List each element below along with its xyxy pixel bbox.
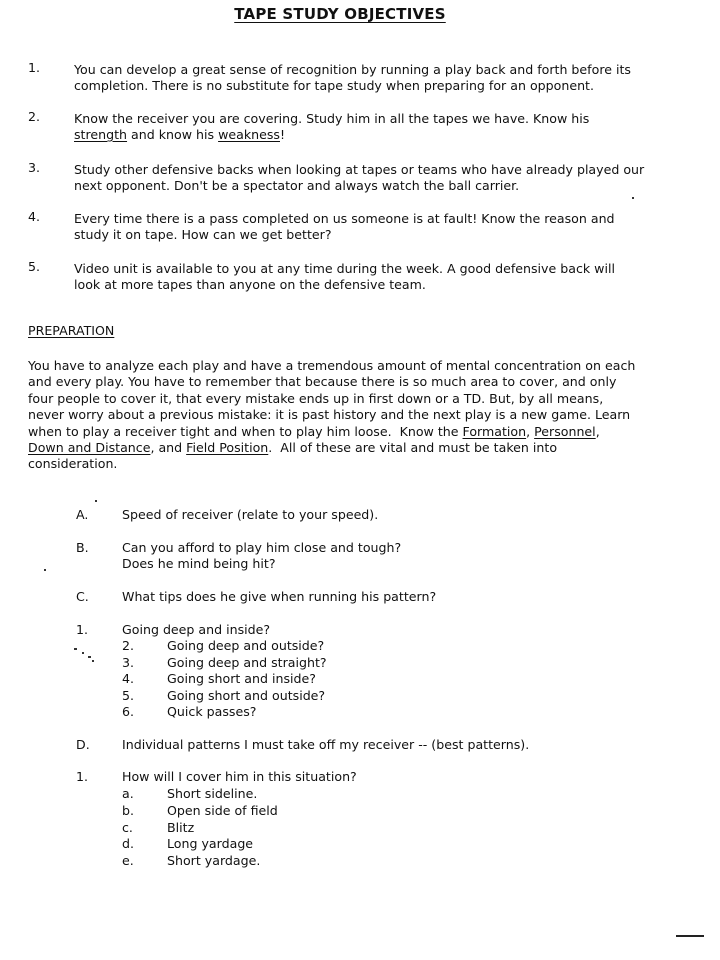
scan-speck (632, 197, 634, 199)
preparation-heading: PREPARATION (28, 323, 115, 338)
scan-speck (95, 500, 97, 502)
scan-edge-mark (676, 935, 704, 937)
objective-text-fragment: and know his (127, 127, 219, 142)
objective-number: 1. (28, 60, 41, 75)
objective-number: 2. (28, 109, 41, 124)
list-item-text: Can you afford to play him close and tough? (122, 540, 402, 555)
down-distance-term: Down and Distance (28, 440, 151, 456)
personnel-term: Personnel (534, 423, 596, 439)
paragraph-line: consideration. (28, 456, 118, 472)
list-item-number: 6. (122, 704, 135, 719)
paragraph-fragment: , and (150, 440, 187, 456)
list-item-text: Going short and outside? (167, 688, 326, 703)
formation-term: Formation (462, 423, 527, 439)
objective-text: completion. There is no substitute for tape study when preparing for an opponent. (74, 78, 594, 93)
list-item-number: 2. (122, 638, 135, 653)
list-item-letter: e. (122, 853, 134, 868)
list-item-letter: d. (122, 836, 134, 851)
list-item-letter: c. (122, 820, 133, 835)
list-item-letter: b. (122, 803, 134, 818)
paragraph-line: You have to analyze each play and have a tremendous amount of mental concentration on each (28, 358, 636, 373)
field-position-term: Field Position (186, 440, 269, 456)
paragraph-fragment: when to play a receiver tight and when to play him loose. Know the (28, 423, 463, 439)
objective-number: 4. (28, 209, 41, 224)
paragraph-line (28, 440, 668, 456)
paragraph-fragment: , (526, 423, 535, 439)
objective-number: 3. (28, 160, 41, 175)
objective-text: Every time there is a pass completed on us someone is at fault! Know the reason and (74, 211, 615, 226)
scan-speck (92, 660, 94, 662)
list-item-text: Blitz (167, 820, 195, 835)
paragraph-line: four people to cover it, that every mistake ends up in first down or a TD. But, by all means, (28, 390, 604, 406)
paragraph-line: never worry about a previous mistake: it is past history and the next play is a new game. Learn (28, 407, 631, 423)
list-item-text: What tips does he give when running his pattern? (122, 589, 437, 604)
objective-text: You can develop a great sense of recognition by running a play back and forth before its (74, 62, 631, 77)
list-item-number: 1. (76, 622, 89, 637)
list-item-text: How will I cover him in this situation? (122, 769, 357, 784)
preparation-paragraph (28, 358, 668, 473)
page-title: TAPE STUDY OBJECTIVES (234, 5, 446, 23)
objective-text: Video unit is available to you at any time during the week. A good defensive back will (74, 261, 615, 276)
objective-text (74, 127, 285, 143)
list-label: A. (76, 507, 89, 522)
list-label: C. (76, 589, 89, 604)
strength-word: strength (74, 127, 128, 142)
list-item-number: 3. (122, 655, 135, 670)
list-item-letter: a. (122, 786, 134, 801)
list-item-number: 4. (122, 671, 135, 686)
objective-text-fragment: ! (280, 127, 286, 142)
paragraph-line (28, 424, 668, 440)
paragraph-line: and every play. You have to remember that because there is so much area to cover, and only (28, 374, 617, 390)
scan-speck (88, 656, 91, 658)
objective-text: Know the receiver you are covering. Study him in all the tapes we have. Know his (74, 111, 590, 126)
list-label: D. (76, 737, 90, 752)
paragraph-fragment: . All of these are vital and must be taken into (268, 440, 558, 456)
paragraph-fragment: , (595, 423, 600, 439)
weakness-word: weakness (218, 127, 280, 142)
list-item-text: Short yardage. (167, 853, 261, 868)
list-item-text: Going deep and straight? (167, 655, 327, 670)
list-item-text: Individual patterns I must take off my receiver -- (best patterns). (122, 737, 530, 752)
objective-text: Study other defensive backs when looking at tapes or teams who have already played our (74, 162, 645, 177)
list-item-text: Long yardage (167, 836, 254, 851)
objective-text: study it on tape. How can we get better? (74, 227, 332, 242)
list-label: B. (76, 540, 89, 555)
list-item-text: Short sideline. (167, 786, 258, 801)
objective-text: next opponent. Don't be a spectator and always watch the ball carrier. (74, 178, 520, 193)
objective-number: 5. (28, 259, 41, 274)
scan-speck (44, 569, 46, 571)
scan-speck (74, 648, 77, 650)
list-item-text: Going deep and outside? (167, 638, 325, 653)
scan-speck (82, 652, 84, 654)
list-item-number: 1. (76, 769, 89, 784)
list-item-text: Going short and inside? (167, 671, 316, 686)
list-item-text: Does he mind being hit? (122, 556, 276, 571)
objective-text: look at more tapes than anyone on the defensive team. (74, 277, 426, 292)
list-item-text: Going deep and inside? (122, 622, 271, 637)
list-item-text: Quick passes? (167, 704, 257, 719)
list-item-number: 5. (122, 688, 135, 703)
list-item-text: Speed of receiver (relate to your speed). (122, 507, 379, 522)
list-item-text: Open side of field (167, 803, 278, 818)
